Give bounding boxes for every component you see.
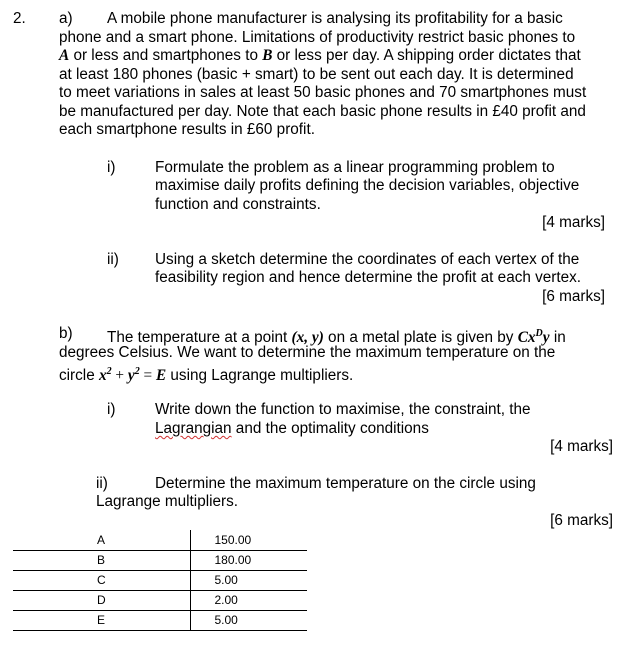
- part-b-line-2: degrees Celsius. We want to determine the maximum temperature on the: [59, 344, 556, 361]
- part-b-i-line-2: Lagrangian and the optimality conditions: [155, 420, 429, 437]
- table-key: D: [13, 590, 190, 610]
- table-row: [13, 570, 307, 590]
- part-a-line-3: A or less and smartphones to B or less per day. A shipping order dictates that: [59, 47, 581, 64]
- temp-function: $Cx^Dy$: [517, 328, 550, 346]
- part-a-label: a): [59, 10, 73, 27]
- table-key: A: [13, 530, 190, 550]
- part-a-ii-line-2: feasibility region and hence determine the profit at each vertex.: [155, 269, 582, 286]
- part-b-line-3: circle $x^2 + y^2 = E$ using Lagrange multipliers.: [59, 366, 354, 384]
- table-value: 2.00: [190, 590, 307, 610]
- part-a-line-5: to meet variations in sales at least 50 basic phones and 70 smartphones must: [59, 84, 587, 101]
- spellcheck-word: Lagrangian: [155, 420, 232, 437]
- part-a-i-marks: [4 marks]: [542, 214, 605, 231]
- table-row: [13, 550, 307, 570]
- table-row: [13, 530, 307, 550]
- variable-b: B: [262, 47, 273, 64]
- circle-equation: $x^2 + y^2 = E$: [98, 366, 167, 384]
- part-a-ii-label: ii): [107, 251, 119, 268]
- part-b-ii-marks: [6 marks]: [550, 512, 613, 529]
- question-number: 2.: [13, 10, 26, 27]
- part-a-i-line-2: maximise daily profits defining the decision variables, objective: [155, 177, 580, 194]
- variable-a: A: [59, 47, 70, 64]
- part-b-label: b): [59, 325, 73, 342]
- part-b-i-marks: [4 marks]: [550, 438, 613, 455]
- part-a-ii-line-1: Using a sketch determine the coordinates of each vertex of the: [155, 251, 580, 268]
- table-key: B: [13, 550, 190, 570]
- part-a-line-7: each smartphone results in £60 profit.: [59, 121, 315, 138]
- part-b-ii-label: ii): [96, 475, 108, 492]
- table-value: 5.00: [190, 610, 307, 630]
- table-row: [13, 610, 307, 630]
- part-a-ii-marks: [6 marks]: [542, 288, 605, 305]
- part-b-line-1: The temperature at a point (x, y) on a metal plate is given by $Cx^Dy$ in: [107, 328, 566, 346]
- part-a-i-label: i): [107, 159, 116, 176]
- table-key: E: [13, 610, 190, 630]
- part-b-ii-line-2: Lagrange multipliers.: [96, 493, 238, 510]
- table-value: 150.00: [190, 530, 307, 550]
- table-key: C: [13, 570, 190, 590]
- part-a-line-1: A mobile phone manufacturer is analysing its profitability for a basic: [107, 10, 563, 27]
- table-value: 180.00: [190, 550, 307, 570]
- part-a-i-line-1: Formulate the problem as a linear programming problem to: [155, 159, 555, 176]
- part-a-line-6: be manufactured per day. Note that each basic phone results in £40 profit and: [59, 103, 586, 120]
- part-b-i-label: i): [107, 401, 116, 418]
- part-b-ii-line-1: Determine the maximum temperature on the circle using: [155, 475, 536, 492]
- part-a-line-4: at least 180 phones (basic + smart) to be sent out each day. It is determined: [59, 66, 574, 83]
- part-a-i-line-3: function and constraints.: [155, 196, 321, 213]
- table-row: [13, 590, 307, 610]
- values-table: [13, 530, 307, 631]
- part-b-i-line-1: Write down the function to maximise, the constraint, the: [155, 401, 531, 418]
- point-xy: (x, y): [291, 329, 324, 346]
- part-a-line-2: phone and a smart phone. Limitations of productivity restrict basic phones to: [59, 29, 576, 46]
- table-value: 5.00: [190, 570, 307, 590]
